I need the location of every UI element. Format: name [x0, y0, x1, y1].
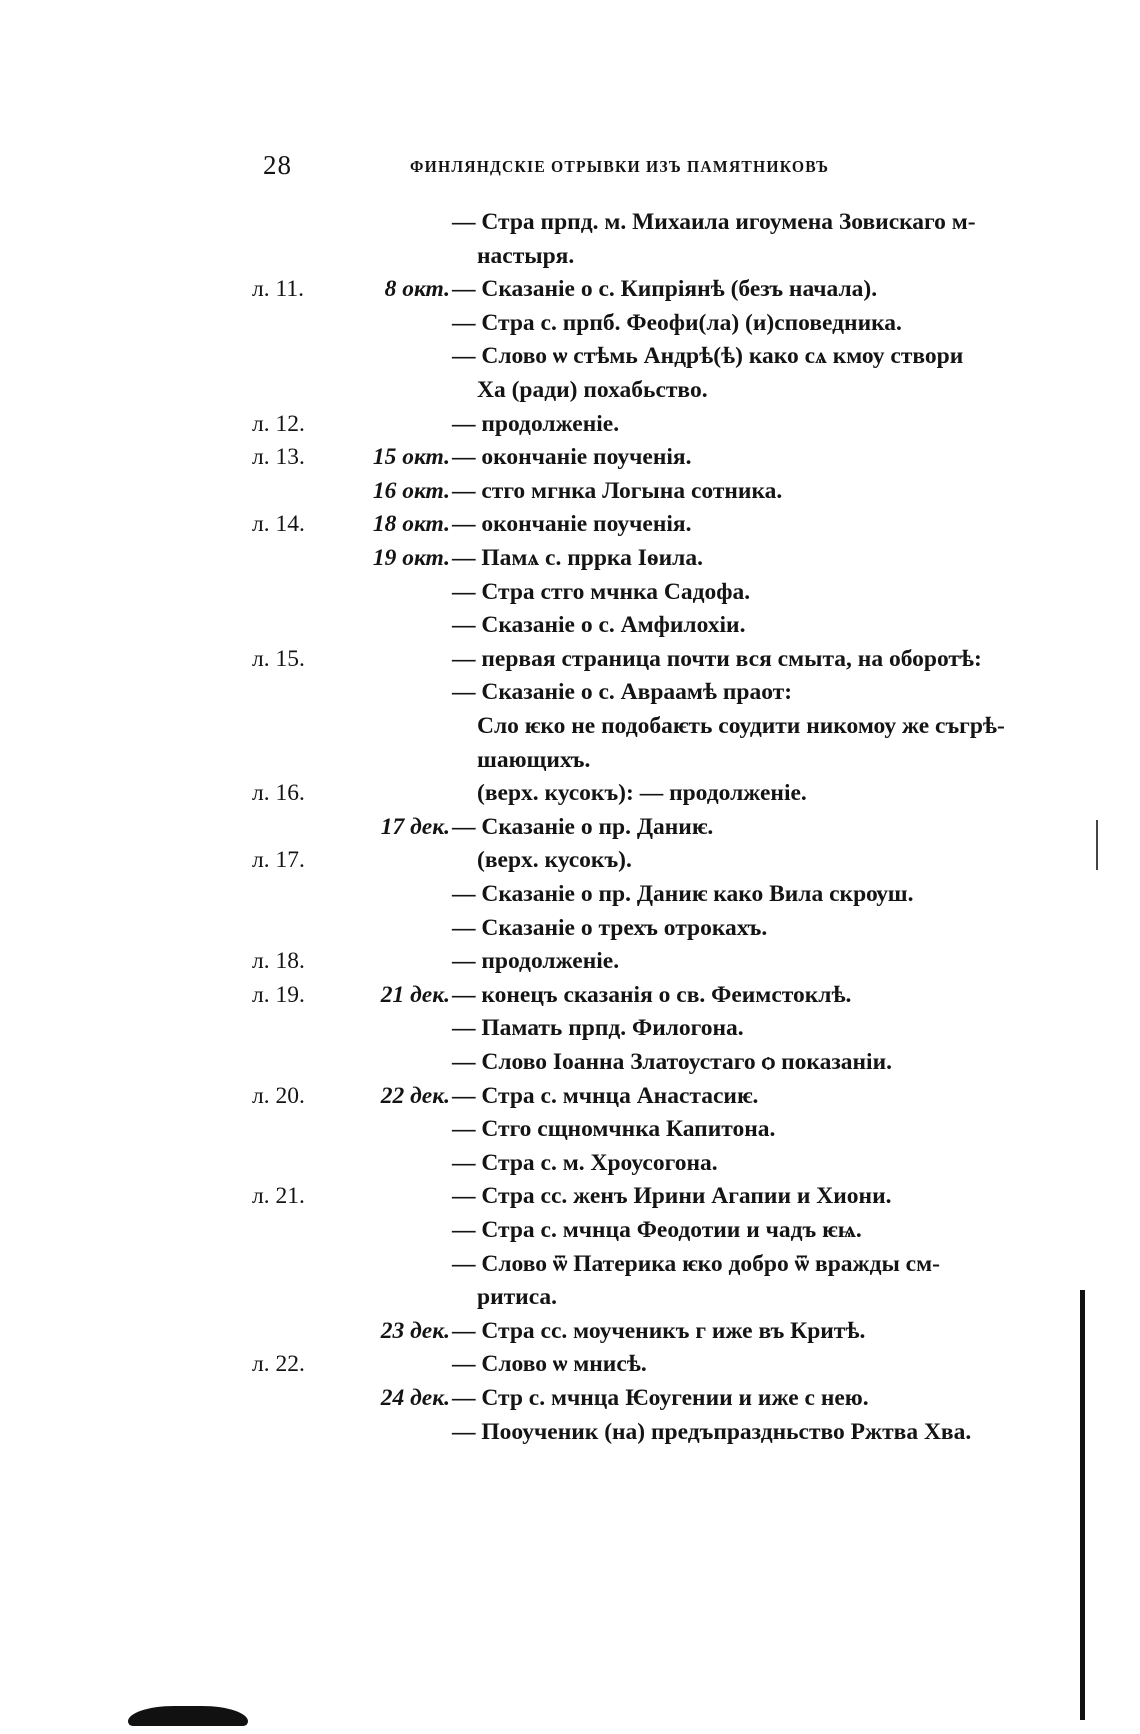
folio-number: л. 18.: [252, 948, 305, 974]
entry-date: 18 окт.: [372, 511, 450, 537]
entry-row: [0, 272, 1140, 306]
folio-number: л. 13.: [252, 444, 305, 470]
entry-text: — Стра с. мчнца Анастасиѥ.: [452, 1083, 759, 1109]
entry-text: — Стр с. мчнца Ѥоугении и иже с нею.: [452, 1385, 869, 1411]
entry-row: [0, 608, 1140, 642]
entry-date: 17 дек.: [380, 814, 450, 840]
entry-text: — Стра с. м. Хроусогона.: [452, 1150, 718, 1176]
page-number: 28: [263, 150, 292, 180]
entry-text: — Стра сс. моученикъ г иже въ Критѣ.: [452, 1318, 866, 1344]
entry-row: [0, 810, 1140, 844]
entry-text: ритиса.: [477, 1284, 558, 1310]
folio-number: л. 21.: [252, 1183, 305, 1209]
ink-blot: [128, 1706, 248, 1726]
entry-date: 21 дек.: [380, 982, 450, 1008]
entry-row: [0, 1247, 1140, 1281]
folio-number: л. 19.: [252, 982, 305, 1008]
entry-row: [0, 1314, 1140, 1348]
entry-row: [0, 776, 1140, 810]
entry-row: [0, 877, 1140, 911]
entry-text: — Слово ѿ Патерика ѥко добро ѿ вражды см-: [452, 1251, 940, 1277]
entry-text: — Стра стго мчнка Садофа.: [452, 579, 751, 605]
entry-row: [0, 843, 1140, 877]
entry-text: — продолженіе.: [452, 948, 620, 974]
entry-date: 22 дек.: [380, 1083, 450, 1109]
folio-number: л. 20.: [252, 1083, 305, 1109]
entry-row: [0, 507, 1140, 541]
folio-number: л. 14.: [252, 511, 305, 537]
entry-text: — конецъ сказанія о св. Феимстоклѣ.: [452, 982, 852, 1008]
entry-row: [0, 978, 1140, 1012]
entry-text: — Стра с. мчнца Феодотии и чадъ ѥѩ.: [452, 1217, 862, 1243]
folio-number: л. 11.: [252, 276, 304, 302]
entry-row: [0, 575, 1140, 609]
entry-text: — Сказаніе о пр. Даниѥ како Вила скрѹш.: [452, 881, 914, 907]
entry-row: [0, 1179, 1140, 1213]
entry-date: 15 окт.: [372, 444, 450, 470]
entry-text: — окончаніе поученія.: [452, 511, 692, 537]
entry-row: [0, 1213, 1140, 1247]
running-title: ФИНЛЯНДСКІЕ ОТРЫВКИ ИЗЪ ПАМЯТНИКОВЪ: [410, 157, 830, 176]
entry-text: — Памѧ с. пррка Іѳила.: [452, 545, 703, 571]
entry-text: — Сказаніе о с. Авраамѣ праот:: [452, 679, 793, 705]
entry-text: — Стра прпд. м. Михаила игоумена Зовискаго м-: [452, 209, 976, 235]
entry-row: [0, 373, 1140, 407]
folio-number: л. 22.: [252, 1351, 305, 1377]
entry-date: 19 окт.: [372, 545, 450, 571]
entry-row: [0, 205, 1140, 239]
margin-mark: [1096, 820, 1098, 870]
entry-row: [0, 306, 1140, 340]
entry-row: [0, 911, 1140, 945]
entry-text: — Сказаніе о трехъ отрокахъ.: [452, 915, 768, 941]
entry-row: [0, 1146, 1140, 1180]
entry-text: — Памать прпд. Филогона.: [452, 1015, 744, 1041]
folio-number: л. 12.: [252, 411, 305, 437]
entry-text: — Сказаніе о пр. Даниѥ.: [452, 814, 714, 840]
entry-date: 23 дек.: [380, 1318, 450, 1344]
folio-number: л. 16.: [252, 780, 305, 806]
entry-text: — Слово Іоанна Златоустаго ѻ показаніи.: [452, 1049, 892, 1075]
entry-row: [0, 944, 1140, 978]
entry-text: — стго мгнка Логына сотника.: [452, 478, 783, 504]
entry-row: [0, 642, 1140, 676]
entry-row: [0, 1112, 1140, 1146]
entry-text: настыря.: [477, 243, 575, 269]
entry-date: 8 окт.: [384, 276, 450, 302]
entry-text: (верх. кусокъ): — продолженіе.: [477, 780, 807, 806]
binding-edge: [1080, 1290, 1085, 1720]
entry-row: [0, 1415, 1140, 1449]
entry-text: — первая страница почти вся смыта, на оборотѣ:: [452, 646, 982, 672]
entry-text: (верх. кусокъ).: [477, 847, 632, 873]
entry-row: [0, 1280, 1140, 1314]
entry-text: — Сказаніе о с. Амфилохіи.: [452, 612, 746, 638]
entry-text: Ха (ради) похабьство.: [477, 377, 708, 403]
entry-row: [0, 1347, 1140, 1381]
folio-number: л. 17.: [252, 847, 305, 873]
entry-row: [0, 239, 1140, 273]
entry-text: Сло ѥко не подобаѥть соудити никомоу же съгрѣ-: [477, 713, 1005, 739]
entry-text: шающихъ.: [477, 747, 591, 773]
folio-number: л. 15.: [252, 646, 305, 672]
entry-text: — Сказаніе о с. Кипріянѣ (безъ начала).: [452, 276, 878, 302]
entry-row: [0, 440, 1140, 474]
entry-row: [0, 474, 1140, 508]
entry-text: — Стра с. прпб. Феофи(ла) (и)споведника.: [452, 310, 902, 336]
entry-text: — окончаніе поученія.: [452, 444, 692, 470]
entry-row: [0, 541, 1140, 575]
entry-date: 16 окт.: [372, 478, 450, 504]
entry-row: [0, 1079, 1140, 1113]
entry-row: [0, 339, 1140, 373]
entry-text: — Слово ѡ мнисѣ.: [452, 1351, 647, 1377]
entry-row: [0, 1381, 1140, 1415]
entry-text: — Слово ѡ стѣмь Андрѣ(ѣ) како сѧ кмоу створи: [452, 343, 964, 369]
entry-row: [0, 1045, 1140, 1079]
entry-text: — Стго сщномчнка Капитона.: [452, 1116, 776, 1142]
entry-row: [0, 1011, 1140, 1045]
entry-text: — Пооученик (на) предъпраздньство Ржтва Хва.: [452, 1419, 972, 1445]
entry-row: [0, 709, 1140, 743]
entry-row: [0, 675, 1140, 709]
entry-text: — Стра сс. женъ Ирини Агапии и Хиони.: [452, 1183, 892, 1209]
entry-row: [0, 407, 1140, 441]
entry-date: 24 дек.: [380, 1385, 450, 1411]
entry-text: — продолженіе.: [452, 411, 620, 437]
entry-row: [0, 743, 1140, 777]
